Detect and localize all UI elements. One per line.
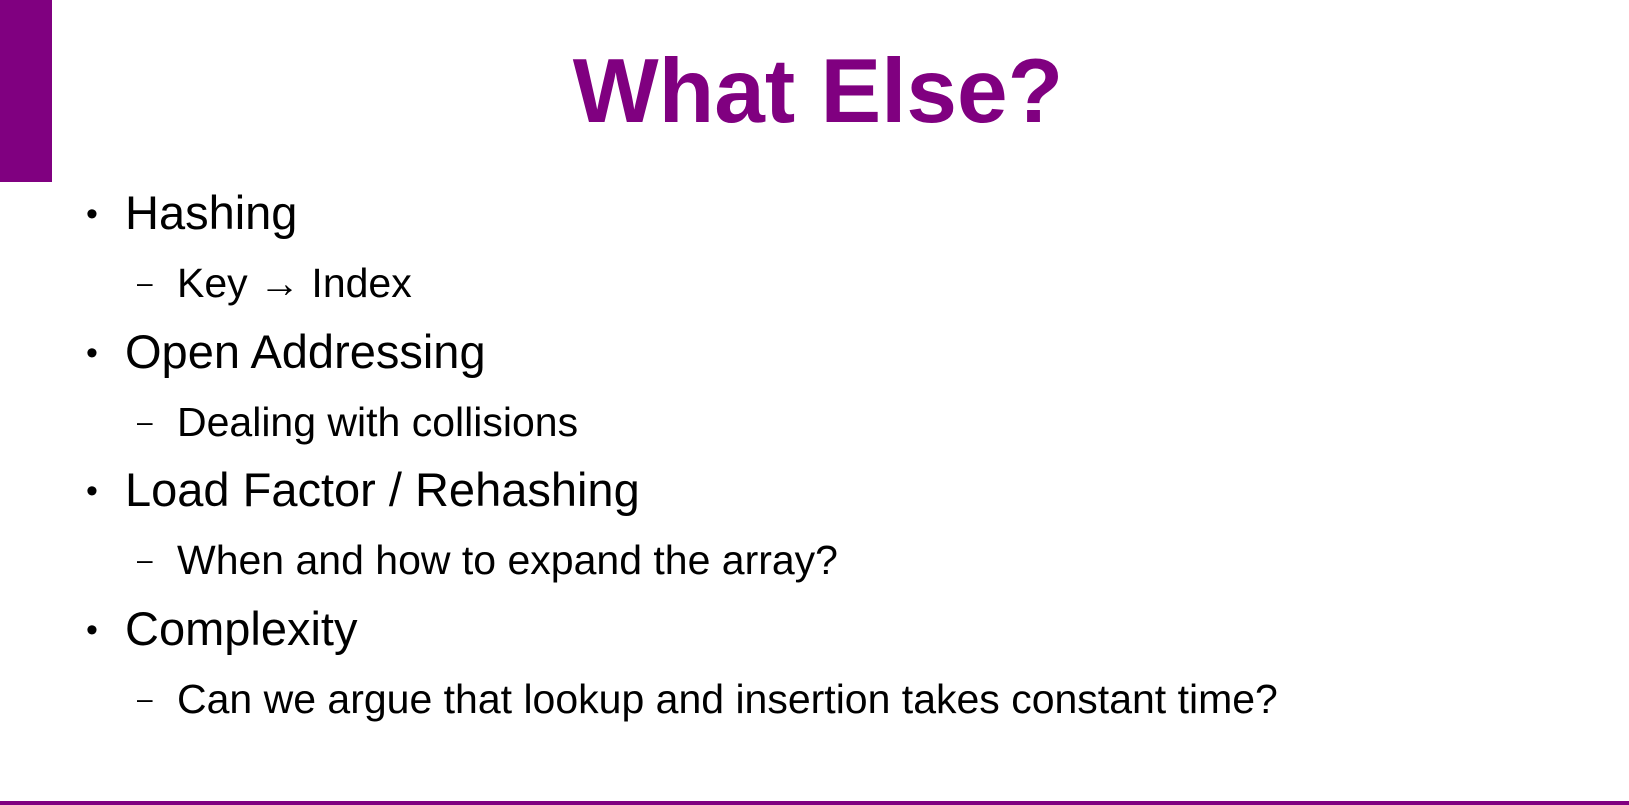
sub-bullet-text: When and how to expand the array? [177, 537, 838, 583]
sub-bullet-text: Dealing with collisions [177, 399, 579, 445]
bullet-icon: • [86, 472, 98, 510]
dash-icon: – [137, 544, 153, 575]
bullet-text: Open Addressing [125, 325, 486, 378]
sub-bullet-text: Key → Index [177, 260, 412, 306]
bullet-text: Complexity [125, 602, 358, 655]
dash-icon: – [137, 406, 153, 437]
bullet-text: Hashing [125, 186, 298, 239]
sub-bullet-text: Can we argue that lookup and insertion takes constant time? [177, 676, 1278, 722]
dash-icon: – [137, 683, 153, 714]
slide-title: What Else? [572, 41, 1064, 142]
bullet-text: Load Factor / Rehashing [125, 463, 640, 516]
bottom-rule [0, 801, 1629, 805]
bullet-icon: • [86, 611, 98, 649]
dash-icon: – [137, 267, 153, 298]
bullet-icon: • [86, 195, 98, 233]
bullet-icon: • [86, 334, 98, 372]
